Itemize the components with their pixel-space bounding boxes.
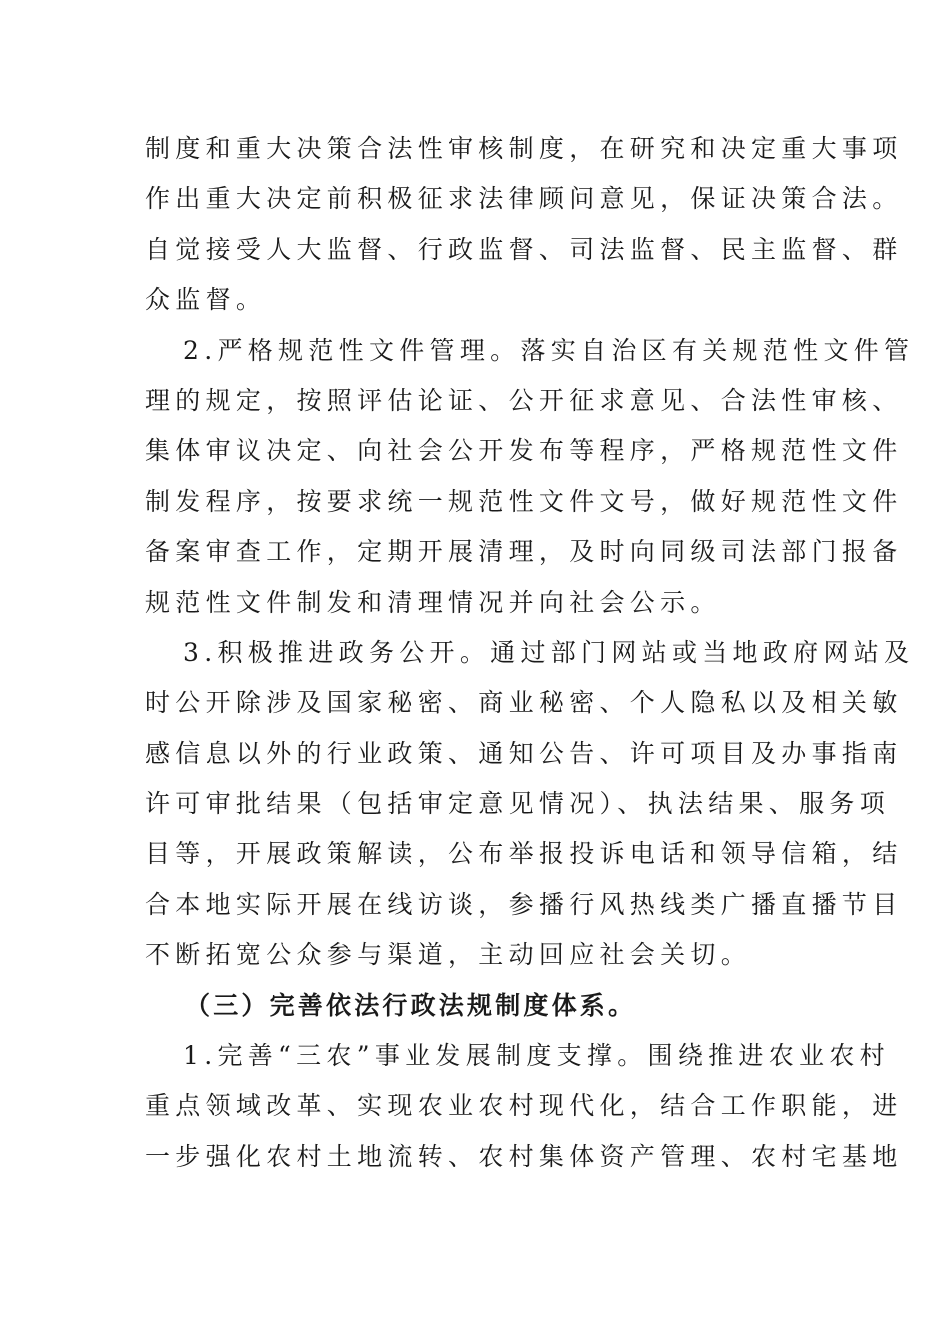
text-line: 自觉接受人大监督、行政监督、司法监督、民主监督、群 [145,234,903,264]
body-text [145,124,915,1182]
text-line: 制发程序，按要求统一规范性文件文号，做好规范性文件 [145,486,903,516]
text-line: 不断拓宽公众参与渠道，主动回应社会关切。 [145,940,752,970]
section-heading: （三）完善依法行政法规制度体系。 [185,990,637,1020]
text-line: 备案审查工作，定期开展清理，及时向同级司法部门报备 [145,537,903,567]
text-line: 一步强化农村土地流转、农村集体资产管理、农村宅基地 [145,1141,903,1171]
text-line: 规范性文件制发和清理情况并向社会公示。 [145,587,721,617]
text-line: 众监督。 [145,285,267,315]
text-line: 作出重大决定前积极征求法律顾问意见，保证决策合法。 [145,184,903,214]
text-line: 感信息以外的行业政策、通知公告、许可项目及办事指南 [145,738,903,768]
text-line: 集体审议决定、向社会公开发布等程序，严格规范性文件 [145,436,903,466]
text-line: 理的规定，按照评估论证、公开征求意见、合法性审核、 [145,385,903,415]
paragraph-2-start: 2.严格规范性文件管理。落实自治区有关规范性文件管 [183,335,915,365]
paragraph-1-start: 1.完善“三农”事业发展制度支撑。围绕推进农业农村 [183,1041,890,1071]
text-line: 合本地实际开展在线访谈，参播行风热线类广播直播节目 [145,889,903,919]
text-line: 目等，开展政策解读，公布举报投诉电话和领导信箱，结 [145,839,903,869]
text-line: 重点领域改革、实现农业农村现代化，结合工作职能，进 [145,1091,903,1121]
text-line: 制度和重大决策合法性审核制度，在研究和决定重大事项 [145,134,903,163]
paragraph-3-start: 3.积极推进政务公开。通过部门网站或当地政府网站及 [183,637,915,667]
text-line: 许可审批结果（包括审定意见情况）、执法结果、服务项 [145,789,891,819]
text-line: 时公开除涉及国家秘密、商业秘密、个人隐私以及相关敏 [145,688,903,718]
